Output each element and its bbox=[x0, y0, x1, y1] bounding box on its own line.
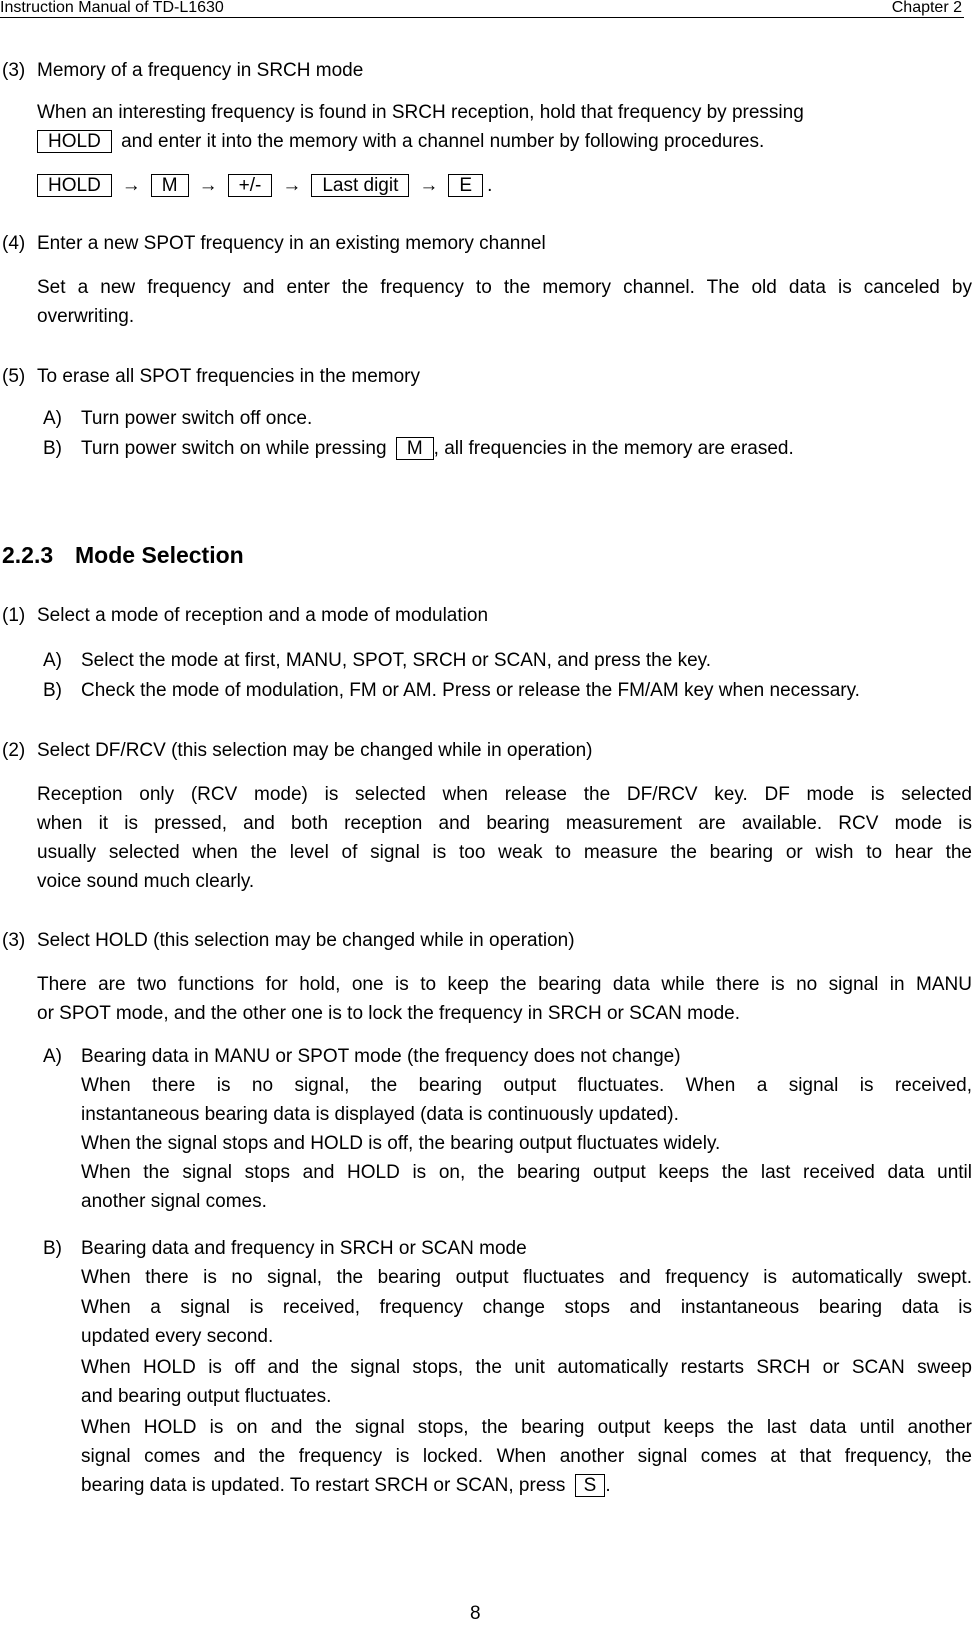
paragraph-line: instantaneous bearing data is displayed (data is continuously updated). bbox=[81, 1104, 679, 1125]
paragraph-line: When there is no signal, the bearing output fluctuates. When a signal is received, bbox=[81, 1075, 972, 1096]
paragraph-line: voice sound much clearly. bbox=[37, 871, 255, 892]
key-e: E bbox=[448, 174, 483, 197]
paragraph-line: updated every second. bbox=[81, 1326, 274, 1347]
list-item-title: Bearing data and frequency in SRCH or SCAN mode bbox=[81, 1238, 527, 1259]
key-last-digit: Last digit bbox=[311, 174, 409, 197]
paragraph-line: Set a new frequency and enter the frequency to the memory channel. The old data is canceled by bbox=[37, 277, 972, 298]
section-title: Mode Selection bbox=[75, 542, 244, 568]
paragraph-line: When HOLD is off and the signal stops, the unit automatically restarts SRCH or SCAN sweep bbox=[81, 1357, 972, 1378]
item-title: Memory of a frequency in SRCH mode bbox=[37, 60, 364, 81]
paragraph-line: overwriting. bbox=[37, 306, 135, 327]
chapter-label: Chapter 2 bbox=[891, 0, 962, 16]
list-item: Check the mode of modulation, FM or AM. Press or release the FM/AM key when necessary. bbox=[81, 680, 860, 701]
key-s: S bbox=[575, 1474, 606, 1497]
list-label: A) bbox=[43, 1046, 62, 1067]
page-number: 8 bbox=[470, 1603, 481, 1624]
item-title: Select DF/RCV (this selection may be changed while in operation) bbox=[37, 740, 593, 761]
paragraph-line: When there is no signal, the bearing output fluctuates and frequency is automatically swept. bbox=[81, 1267, 972, 1288]
paragraph-line: signal comes and the frequency is locked. When another signal comes at that frequency, the bbox=[81, 1446, 972, 1467]
paragraph-line: Reception only (RCV mode) is selected when release the DF/RCV key. DF mode is selected bbox=[37, 784, 972, 805]
key-hold: HOLD bbox=[37, 130, 112, 153]
paragraph-line: When a signal is received, frequency change stops and instantaneous bearing data is bbox=[81, 1297, 972, 1318]
list-label: A) bbox=[43, 408, 62, 429]
item-number: (4) bbox=[2, 233, 26, 254]
list-label: B) bbox=[43, 1238, 62, 1259]
paragraph-line: another signal comes. bbox=[81, 1191, 267, 1212]
paragraph-line: bearing data is updated. To restart SRCH or SCAN, press S . bbox=[81, 1475, 611, 1496]
item-number: (1) bbox=[2, 605, 26, 626]
key-plus-minus: +/- bbox=[228, 174, 273, 197]
item-title: Enter a new SPOT frequency in an existing memory channel bbox=[37, 233, 546, 254]
paragraph-line: when it is pressed, and both reception and bearing measurement are available. RCV mode is bbox=[37, 813, 972, 834]
paragraph-line: or SPOT mode, and the other one is to lock the frequency in SRCH or SCAN mode. bbox=[37, 1003, 740, 1024]
item-title: Select HOLD (this selection may be changed while in operation) bbox=[37, 930, 575, 951]
paragraph-line: HOLD and enter it into the memory with a channel number by following procedures. bbox=[33, 130, 764, 154]
item-number: (2) bbox=[2, 740, 26, 761]
page-header bbox=[0, 0, 964, 18]
list-item-title: Bearing data in MANU or SPOT mode (the frequency does not change) bbox=[81, 1046, 681, 1067]
list-label: B) bbox=[43, 680, 62, 701]
manual-title: Instruction Manual of TD-L1630 bbox=[0, 0, 224, 16]
key-m: M bbox=[396, 437, 434, 460]
section-number: 2.2.3 bbox=[2, 542, 54, 568]
paragraph-line: When HOLD is on and the signal stops, the bearing output keeps the last data until another bbox=[81, 1417, 972, 1438]
list-label: A) bbox=[43, 650, 62, 671]
paragraph-line: and bearing output fluctuates. bbox=[81, 1386, 332, 1407]
list-item: Turn power switch off once. bbox=[81, 408, 313, 429]
item-number: (3) bbox=[2, 930, 26, 951]
list-item: Select the mode at first, MANU, SPOT, SRCH or SCAN, and press the key. bbox=[81, 650, 712, 671]
paragraph-line: When the signal stops and HOLD is on, the bearing output keeps the last received data until bbox=[81, 1162, 972, 1183]
paragraph-line: When the signal stops and HOLD is off, the bearing output fluctuates widely. bbox=[81, 1133, 721, 1154]
paragraph-line: When an interesting frequency is found in SRCH reception, hold that frequency by pressing bbox=[37, 102, 804, 123]
list-label: B) bbox=[43, 438, 62, 459]
item-number: (5) bbox=[2, 366, 26, 387]
paragraph-line: There are two functions for hold, one is to keep the bearing data while there is no signal in MANU bbox=[37, 974, 972, 995]
key-hold: HOLD bbox=[37, 174, 112, 197]
list-item: Turn power switch on while pressing M , all frequencies in the memory are erased. bbox=[81, 438, 794, 459]
item-number: (3) bbox=[2, 60, 26, 81]
item-title: To erase all SPOT frequencies in the memory bbox=[37, 366, 420, 387]
key-sequence: HOLD → M → +/- → Last digit → E . bbox=[33, 174, 492, 198]
paragraph-line: usually selected when the level of signal is too weak to measure the bearing or wish to hear the bbox=[37, 842, 972, 863]
key-m: M bbox=[151, 174, 189, 197]
item-title: Select a mode of reception and a mode of modulation bbox=[37, 605, 489, 626]
